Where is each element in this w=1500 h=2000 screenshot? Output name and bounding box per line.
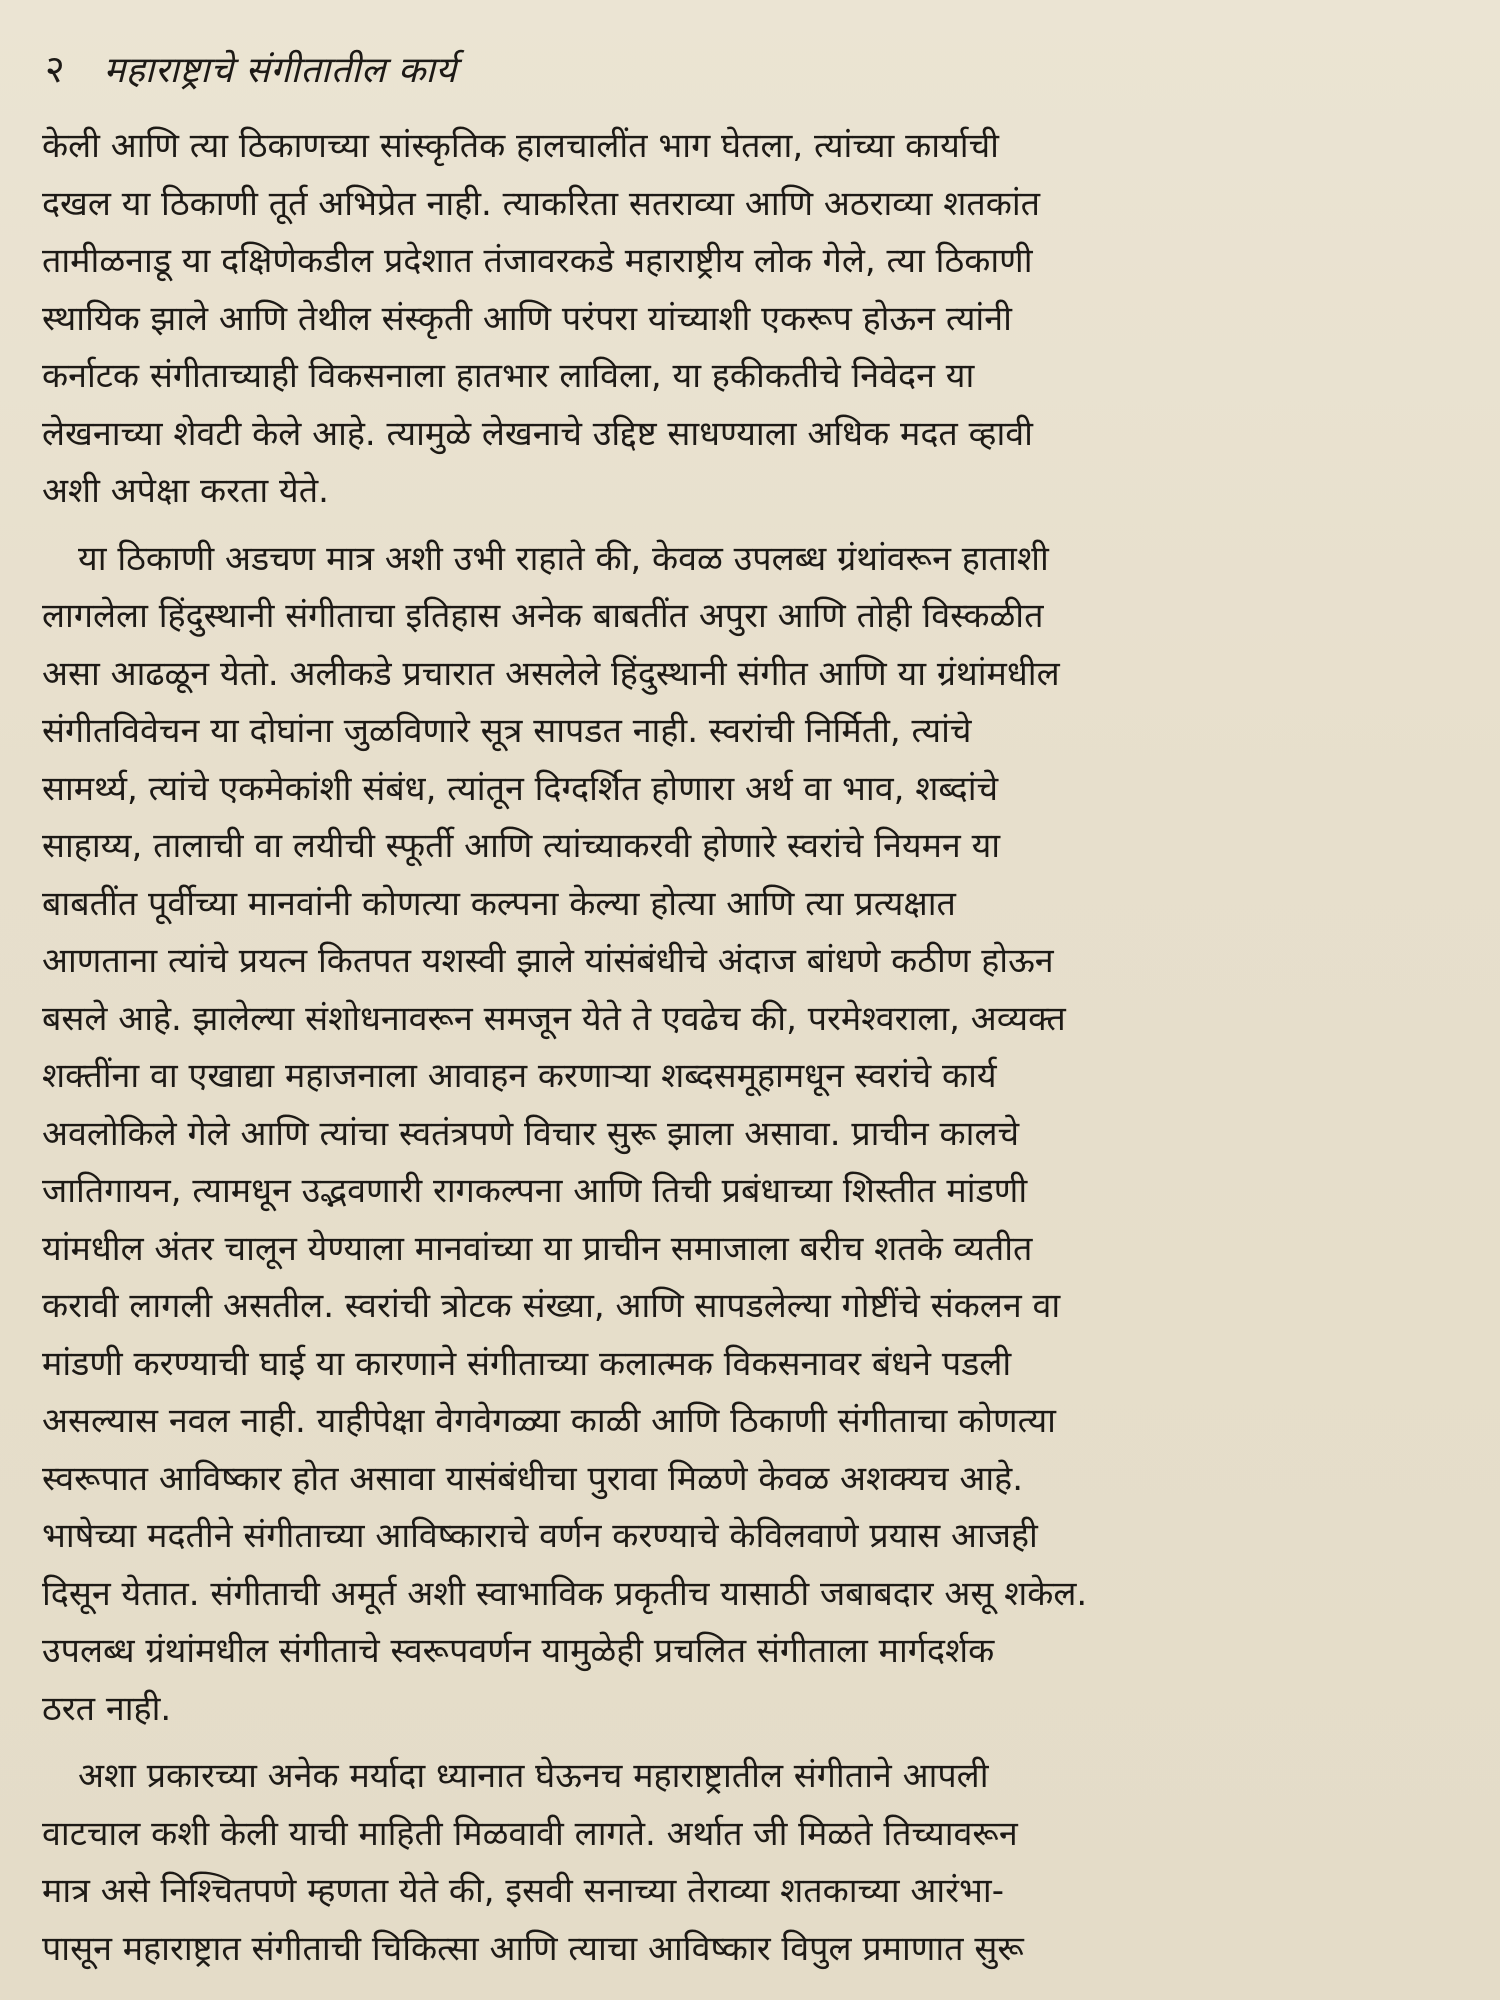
text-line: केली आणि त्या ठिकाणच्या सांस्कृतिक हालचालींत भाग घेतला, त्यांच्या कार्याची xyxy=(42,126,999,166)
text-line: स्थायिक झाले आणि तेथील संस्कृती आणि परंपरा यांच्याशी एकरूप होऊन त्यांनी xyxy=(42,298,1012,339)
text-line: यांमधील अंतर चालून येण्याला मानवांच्या या प्राचीन समाजाला बरीच शतके व्यतीत xyxy=(42,1228,1033,1269)
running-header xyxy=(45,42,457,102)
text-line: संगीतविवेचन या दोघांना जुळविणारे सूत्र सापडत नाही. स्वरांची निर्मिती, त्यांचे xyxy=(42,711,972,751)
text-line: भाषेच्या मदतीने संगीताच्या आविष्काराचे वर्णन करण्याचे केविलवाणे प्रयास आजही xyxy=(42,1516,1038,1556)
text-line: जातिगायन, त्यामधून उद्भवणारी रागकल्पना आणि तिची प्रबंधाच्या शिस्तीत मांडणी xyxy=(42,1171,1028,1211)
text-line: वाटचाल कशी केली याची माहिती मिळवावी लागते. अर्थात जी मिळते तिच्यावरून xyxy=(42,1813,1018,1854)
page-number: २ xyxy=(45,47,66,91)
text-line: असल्यास नवल नाही. याहीपेक्षा वेगवेगळ्या काळी आणि ठिकाणी संगीताचा कोणत्या xyxy=(42,1401,1056,1441)
text-line: मात्र असे निश्चितपणे म्हणता येते की, इसवी सनाच्या तेराव्या शतकाच्या आरंभा- xyxy=(42,1871,1004,1911)
text-line: शक्तींना वा एखाद्या महाजनाला आवाहन करणाऱ्या शब्दसमूहामधून स्वरांचे कार्य xyxy=(42,1056,997,1096)
text-line: साहाय्य, तालाची वा लयीची स्फूर्ती आणि त्यांच्याकरवी होणारे स्वरांचे नियमन या xyxy=(42,826,1001,866)
paragraph xyxy=(42,531,1462,1739)
text-line: लागलेला हिंदुस्थानी संगीताचा इतिहास अनेक बाबतींत अपुरा आणि तोही विस्कळीत xyxy=(42,596,1044,636)
text-line: या ठिकाणी अडचण मात्र अशी उभी राहाते की, केवळ उपलब्ध ग्रंथांवरून हाताशी xyxy=(78,538,1049,579)
text-line: सामर्थ्य, त्यांचे एकमेकांशी संबंध, त्यांतून दिग्दर्शित होणारा अर्थ वा भाव, शब्दांचे xyxy=(42,768,999,809)
text-line: मांडणी करण्याची घाई या कारणाने संगीताच्या कलात्मक विकसनावर बंधने पडली xyxy=(42,1343,1012,1384)
text-line: उपलब्ध ग्रंथांमधील संगीताचे स्वरूपवर्णन यामुळेही प्रचलित संगीताला मार्गदर्शक xyxy=(42,1631,995,1671)
text-line: बाबतींत पूर्वीच्या मानवांनी कोणत्या कल्पना केल्या होत्या आणि त्या प्रत्यक्षात xyxy=(42,883,956,924)
text-line: करावी लागली असतील. स्वरांची त्रोटक संख्या, आणि सापडलेल्या गोष्टींचे संकलन वा xyxy=(42,1286,1061,1326)
text-line: कर्नाटक संगीताच्याही विकसनाला हातभार लाविला, या हकीकतीचे निवेदन या xyxy=(42,356,975,396)
text-line: बसले आहे. झालेल्या संशोधनावरून समजून येते ते एवढेच की, परमेश्वराला, अव्यक्त xyxy=(42,998,1066,1039)
text-line: आणताना त्यांचे प्रयत्न कितपत यशस्वी झाले यांसंबंधीचे अंदाज बांधणे कठीण होऊन xyxy=(42,941,1054,981)
text-line: तामीळनाडू या दक्षिणेकडील प्रदेशात तंजावरकडे महाराष्ट्रीय लोक गेले, त्या ठिकाणी xyxy=(42,241,1033,281)
text-line: दिसून येतात. संगीताची अमूर्त अशी स्वाभाविक प्रकृतीच यासाठी जबाबदार असू शकेल. xyxy=(42,1573,1088,1614)
paragraph xyxy=(42,118,1462,521)
text-line: लेखनाच्या शेवटी केले आहे. त्यामुळे लेखनाचे उद्दिष्ट साधण्याला अधिक मदत व्हावी xyxy=(42,413,1033,454)
body-text xyxy=(42,118,1462,1978)
running-title: महाराष्ट्राचे संगीतातील कार्य xyxy=(103,50,457,91)
text-line: ठरत नाही. xyxy=(42,1688,172,1729)
text-line: अवलोकिले गेले आणि त्यांचा स्वतंत्रपणे विचार सुरू झाला असावा. प्राचीन कालचे xyxy=(42,1113,1020,1154)
text-line: पासून महाराष्ट्रात संगीताची चिकित्सा आणि त्याचा आविष्कार विपुल प्रमाणात सुरू xyxy=(42,1928,1024,1969)
text-line: दखल या ठिकाणी तूर्त अभिप्रेत नाही. त्याकरिता सतराव्या आणि अठराव्या शतकांत xyxy=(42,183,1041,224)
paragraph xyxy=(42,1748,1462,1978)
text-line: स्वरूपात आविष्कार होत असावा यासंबंधीचा पुरावा मिळणे केवळ अशक्यच आहे. xyxy=(42,1458,1024,1499)
text-line: अशी अपेक्षा करता येते. xyxy=(42,471,329,511)
text-line: अशा प्रकारच्या अनेक मर्यादा ध्यानात घेऊनच महाराष्ट्रातील संगीताने आपली xyxy=(78,1756,989,1796)
text-line: असा आढळून येतो. अलीकडे प्रचारात असलेले हिंदुस्थानी संगीत आणि या ग्रंथांमधील xyxy=(42,653,1060,694)
